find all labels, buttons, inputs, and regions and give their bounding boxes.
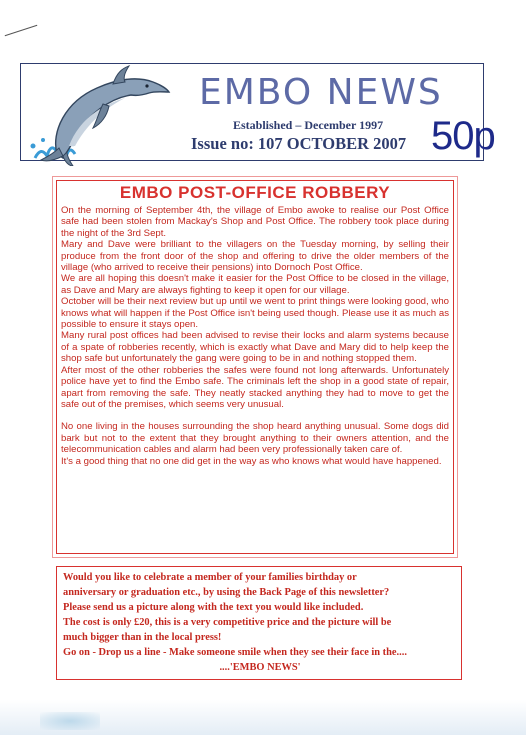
article-paragraph: Many rural post offices had been advised to revise their locks and alarm systems because of a spate of robberies recently, which is exactly what Dave and Mary did to help keep the shop safe but unfortunately the gang were going to be in and nothing stopped them. — [61, 330, 449, 365]
corner-pen-mark — [5, 25, 38, 36]
article-paragraph: Mary and Dave were brilliant to the villagers on the Tuesday morning, by selling their produce from the front door of the shop and offering to drive the older members of the village (who arrived to receive their pensions) into Dornoch Post Office. — [61, 239, 449, 274]
article-paragraph: After most of the other robberies the safes were found not long afterwards. Unfortunately police have yet to find the Embo safe. The criminals left the shop in a good state of repair, apart from removing the safe. They neatly stacked anything they had to move to get the safe out of the premises, which seems very unusual. — [61, 364, 449, 410]
article-paragraph: We are all hoping this doesn't make it easier for the Post Office to be closed in the village, as Dave and Mary are always fighting to keep it open for our village. — [61, 273, 449, 296]
price-label: 50p — [431, 114, 495, 158]
article-paragraph: No one living in the houses surrounding the shop heard anything unusual. Some dogs did bark but not to the extent that they brought anything to their owners attention, and the telecommunication cables and alarm had been very professionally taken care of. — [61, 421, 449, 456]
robbery-article — [56, 180, 454, 554]
established-date: Established – December 1997 — [233, 118, 384, 132]
water-stain — [40, 712, 100, 730]
masthead — [20, 63, 495, 161]
promo-line: The cost is only £20, this is a very competitive price and the picture will be — [63, 617, 392, 628]
promo-signature: ....'EMBO NEWS' — [219, 662, 301, 673]
promo-line: Please send us a picture along with the text you would like included. — [63, 602, 364, 613]
promo-line: Go on - Drop us a line - Make someone smile when they see their face in the.... — [63, 647, 407, 658]
article-paragraph: It's a good thing that no one did get in the way as who knows what would have happened. — [61, 455, 442, 467]
promo-line: much bigger than in the local press! — [63, 632, 222, 643]
article-paragraph: October will be their next review but up until we went to print things were looking good, who knows what will happen if the Post Office isn't being used though. Please use it as much as possible to ensure it stays open. — [61, 296, 449, 331]
back-page-promo — [56, 566, 462, 680]
issue-number: Issue no: 107 OCTOBER 2007 — [191, 134, 407, 153]
promo-line: anniversary or graduation etc., by using the Back Page of this newsletter? — [63, 587, 390, 598]
newsletter-title: EMBO NEWS — [199, 72, 443, 113]
article-paragraph: On the morning of September 4th, the village of Embo awoke to realise our Post Office safe had been stolen from Mackay's Shop and Post Office. The robbery took place during the night of the 3rd Sept. — [61, 205, 449, 239]
article-headline: EMBO POST-OFFICE ROBBERY — [119, 183, 391, 202]
dolphin-icon — [25, 62, 175, 166]
promo-line: Would you like to celebrate a member of your families birthday or — [63, 572, 357, 583]
